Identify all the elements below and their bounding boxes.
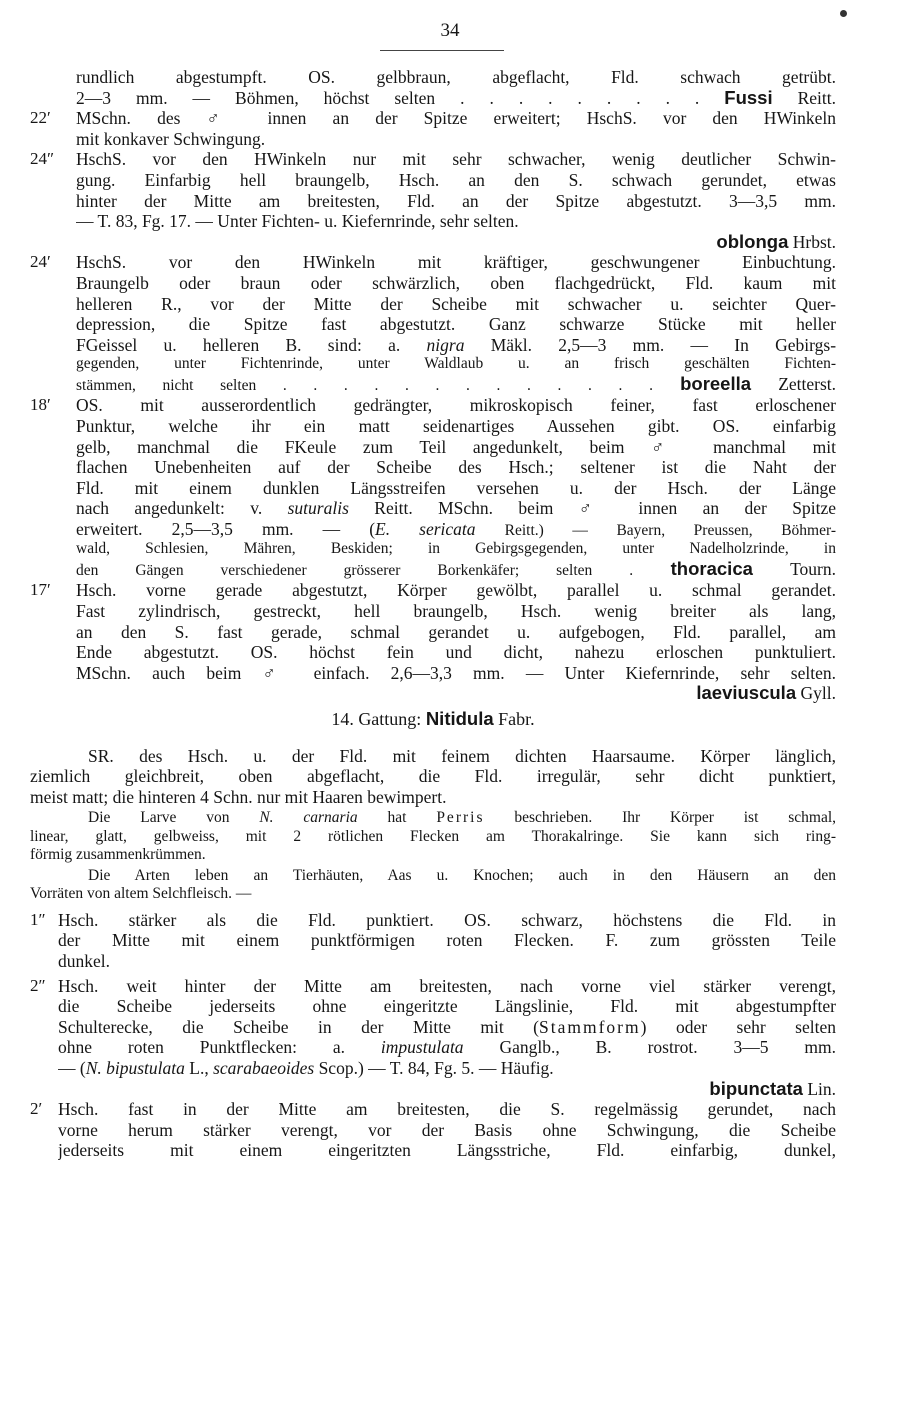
text-line: linear, glatt, gelbweiss, mit 2 rötlichen Flecken am Thorakalringe. Sie kann sich ring-: [30, 827, 836, 845]
text-line: Braungelb oder braun oder schwärzlich, oben flachgedrückt, Fld. kaum mit: [76, 272, 836, 293]
text-line: gung. Einfarbig hell braungelb, Hsch. an den S. schwach gerundet, etwas: [76, 169, 836, 190]
text-line: flachen Unebenheiten auf der Scheibe des Hsch.; seltener ist die Naht der: [76, 457, 836, 478]
text-line: HschS. vor den HWinkeln mit kräftiger, geschwungener Einbuchtung.: [76, 252, 836, 273]
text-line: ziemlich gleichbreit, oben abgeflacht, die Fld. irregulär, sehr dicht punktiert,: [30, 766, 836, 787]
key-entry: [30, 580, 836, 704]
species-name: boreella: [680, 373, 752, 394]
species-name: oblonga: [716, 231, 789, 252]
key-entry: [30, 252, 836, 395]
ink-spot: [840, 10, 847, 17]
species-name: Fussi: [724, 87, 773, 108]
text-line: helleren R., vor der Mitte der Scheibe mit schwacher u. seichter Quer-: [76, 293, 836, 314]
text-line: stämmen, nicht selten . . . . . . . . . . . . . boreella Zetterst.: [76, 373, 836, 394]
larva-note: [30, 809, 836, 865]
key-entry: [30, 976, 836, 1100]
key-entry: [30, 67, 836, 108]
text-line: den Gängen verschiedener grösserer Borkenkäfer; selten . thoracica Tourn.: [76, 558, 836, 579]
text-line: vorne herum stärker verengt, vor der Basis ohne Schwingung, die Scheibe: [58, 1119, 836, 1140]
species-author: Reitt.: [797, 87, 836, 108]
key-entry: [30, 1099, 836, 1161]
text-line: — T. 83, Fg. 17. — Unter Fichten- u. Kiefernrinde, sehr selten.: [76, 211, 519, 232]
text-line: ohne roten Punktflecken: a. impustulata Ganglb., B. rostrot. 3—5 mm.: [58, 1037, 836, 1058]
couplet-number: 1″: [30, 909, 46, 929]
text-line: OS. mit ausserordentlich gedrängter, mikroskopisch feiner, fast erloschener: [76, 395, 836, 416]
species-author: Gyll.: [800, 683, 836, 704]
synonym-name: scarabaeoides: [213, 1057, 315, 1078]
key-entry: [30, 149, 836, 252]
variety-name: impustulata: [380, 1037, 464, 1058]
text-line: der Mitte mit einem punktförmigen roten Flecken. F. zum grössten Teile: [58, 930, 836, 951]
species-author: Zetterst.: [778, 373, 836, 394]
text-line: meist matt; die hinteren 4 Schn. nur mit Haaren bewimpert.: [30, 786, 447, 807]
author-ref: Perris: [436, 809, 485, 827]
text-line: 2—3 mm. — Böhmen, höchst selten . . . . . . . . . Fussi Reitt.: [76, 87, 836, 108]
species-name: thoracica: [670, 558, 753, 579]
text-line: SR. des Hsch. u. der Fld. mit feinem dichten Haarsaume. Körper länglich,: [88, 745, 836, 766]
text-line: an den S. fast gerade, schmal gerandet u. aufgebogen, Fld. parallel, am: [76, 621, 836, 642]
synonym-name: N. bipustulata: [85, 1057, 185, 1078]
text-line: die Scheibe jederseits ohne eingeritzte Längslinie, Fld. mit abgestumpfter: [58, 996, 836, 1017]
text-line: Fast zylindrisch, gestreckt, hell braungelb, Hsch. wenig breiter als lang,: [76, 600, 836, 621]
couplet-number: 17′: [30, 580, 51, 600]
page-body: [30, 67, 836, 1161]
species-author: Hrbst.: [792, 231, 836, 252]
couplet-number: 2′: [30, 1099, 43, 1119]
text-line: wald, Schlesien, Mähren, Beskiden; in Gebirgsgegenden, unter Nadelholzrinde, in: [76, 540, 836, 558]
text-line: depression, die Spitze fast abgestutzt. Ganz schwarze Stücke mit heller: [76, 314, 836, 335]
text-line: Hsch. stärker als die Fld. punktiert. OS. schwarz, höchstens die Fld. in: [58, 909, 836, 930]
text-line: Hsch. weit hinter der Mitte am breitesten, nach vorne viel stärker verengt,: [58, 975, 836, 996]
genus-name: Nitidula: [425, 707, 494, 729]
key-entry: [30, 910, 836, 972]
species-ref: N. carnaria: [259, 809, 358, 827]
key-entry: [30, 108, 836, 149]
couplet-number: 22′: [30, 108, 51, 128]
genus-heading: 14. Gattung: Nitidula Fabr.: [331, 707, 535, 729]
couplet-number: 2″: [30, 975, 46, 995]
variety-name: nigra: [426, 334, 465, 355]
text-line: MSchn. auch beim ♂ einfach. 2,6—3,3 mm. — Unter Kiefernrinde, sehr selten.: [76, 662, 836, 683]
synonym-name: E. sericata: [375, 518, 476, 539]
text-line: Vorräten von altem Selchfleisch. —: [30, 885, 252, 903]
text-line: Die Larve von N. carnaria hat Perris beschrieben. Ihr Körper ist schmal,: [88, 809, 836, 827]
text-line: gelb, manchmal die FKeule zum Teil angedunkelt, beim ♂ manchmal mit: [76, 436, 836, 457]
habitat-note: [30, 867, 836, 904]
text-line: — (N. bipustulata L., scarabaeoides Scop.) — T. 84, Fg. 5. — Häufig.: [58, 1057, 554, 1078]
text-line: Punktur, welche ihr ein matt seidenartiges Aussehen gibt. OS. einfarbig: [76, 415, 836, 436]
text-line: hinter der Mitte am breitesten, Fld. an der Spitze abgestutzt. 3—3,5 mm.: [76, 190, 836, 211]
text-line: förmig zusammenkrümmen.: [30, 846, 206, 864]
text-line: Ende abgestutzt. OS. höchst fein und dicht, nahezu erloschen punktuliert.: [76, 642, 836, 663]
text-line: dunkel.: [58, 951, 111, 971]
text-line: rundlich abgestumpft. OS. gelbbraun, abgeflacht, Fld. schwach getrübt.: [76, 67, 836, 87]
species-name: bipunctata: [709, 1078, 803, 1099]
stammform-label: Stammform: [539, 1016, 641, 1037]
text-line: Fld. mit einem dunklen Längsstreifen versehen u. der Hsch. der Länge: [76, 477, 836, 498]
text-line: mit konkaver Schwingung.: [76, 128, 266, 149]
genus-description: [30, 746, 836, 808]
couplet-number: 24′: [30, 252, 51, 272]
text-line: nach angedunkelt: v. suturalis Reitt. MSchn. beim ♂ innen an der Spitze: [76, 498, 836, 519]
text-line: erweitert. 2,5—3,5 mm. — (E. sericata Reitt.) — Bayern, Preussen, Böhmer-: [76, 518, 836, 539]
species-name: laeviuscula: [696, 683, 797, 704]
text-line: Hsch. vorne gerade abgestutzt, Körper gewölbt, parallel u. schmal gerandet.: [76, 580, 836, 601]
text-line: Schulterecke, die Scheibe in der Mitte mit (Stammform) oder sehr selten: [58, 1016, 836, 1037]
species-author: Lin.: [807, 1078, 836, 1099]
text-line: FGeissel u. helleren B. sind: a. nigra Mäkl. 2,5—3 mm. — In Gebirgs-: [76, 334, 836, 355]
text-line: HschS. vor den HWinkeln nur mit sehr schwacher, wenig deutlicher Schwin-: [76, 149, 836, 170]
text-line: MSchn. des ♂ innen an der Spitze erweitert; HschS. vor den HWinkeln: [76, 108, 836, 129]
species-line: [76, 683, 836, 704]
species-author: Tourn.: [790, 558, 836, 579]
text-line: jederseits mit einem eingeritzten Längsstriche, Fld. einfarbig, dunkel,: [58, 1140, 836, 1161]
couplet-number: 18′: [30, 395, 51, 415]
text-line: Die Arten leben an Tierhäuten, Aas u. Knochen; auch in den Häusern an den: [88, 866, 836, 884]
couplet-number: 24″: [30, 149, 55, 169]
species-line: [76, 232, 836, 253]
genus-author: Fabr.: [498, 708, 535, 729]
variety-name: suturalis: [287, 498, 349, 519]
text-line: gegenden, unter Fichtenrinde, unter Waldlaub u. an frisch geschälten Fichten-: [76, 355, 836, 373]
text-line: Hsch. fast in der Mitte am breitesten, die S. regelmässig gerundet, nach: [58, 1099, 836, 1120]
species-line: [58, 1079, 836, 1100]
key-entry: [30, 395, 836, 580]
page-number: 34: [440, 20, 460, 41]
header-rule: [380, 50, 504, 51]
